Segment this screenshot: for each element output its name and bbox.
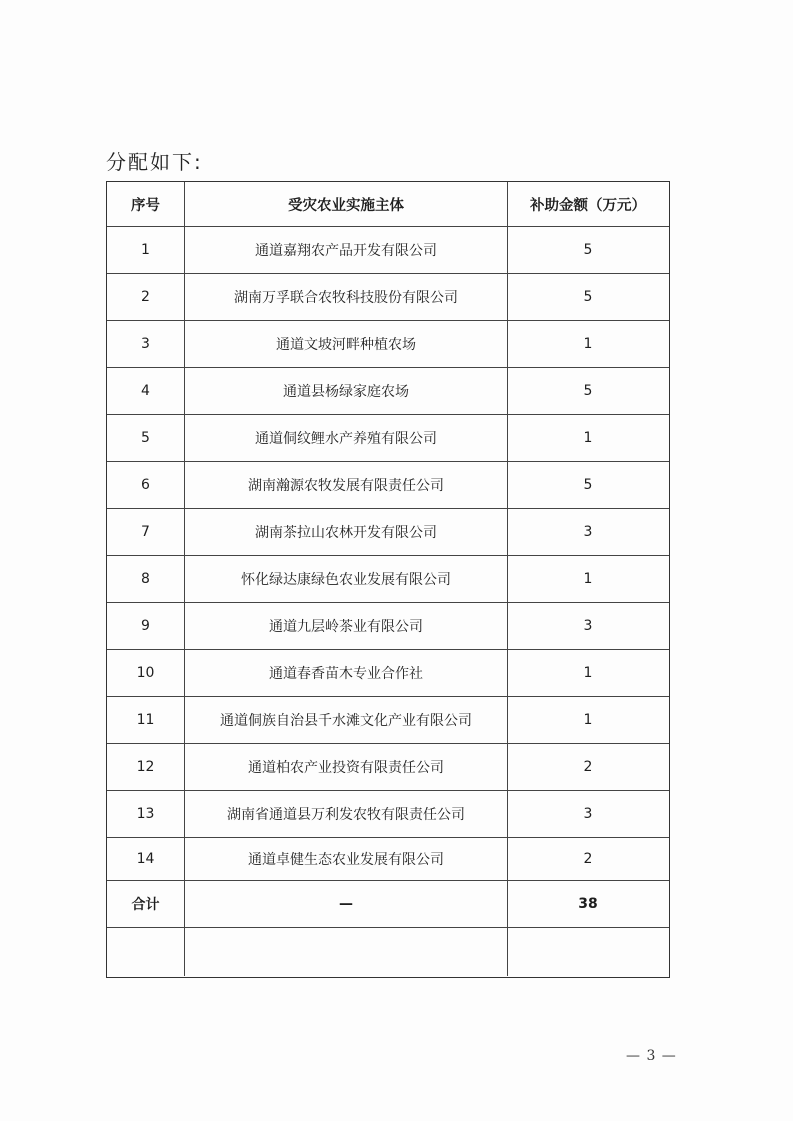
row-index: 14 (107, 838, 185, 880)
row-entity: 湖南省通道县万利发农牧有限责任公司 (185, 791, 508, 837)
row-index: 1 (107, 227, 185, 273)
subsidy-table (106, 181, 670, 978)
row-index: 9 (107, 603, 185, 649)
header-entity: 受灾农业实施主体 (185, 182, 508, 226)
table-row (107, 462, 669, 509)
empty-cell (185, 928, 508, 976)
table-row (107, 791, 669, 838)
row-index: 6 (107, 462, 185, 508)
table-row (107, 415, 669, 462)
table-empty-row (107, 928, 669, 976)
table-row (107, 227, 669, 274)
table-row (107, 838, 669, 881)
row-amount: 1 (583, 571, 593, 587)
row-index: 4 (107, 368, 185, 414)
empty-cell (508, 928, 668, 976)
table-row (107, 697, 669, 744)
row-entity: 通道文坡河畔种植农场 (185, 321, 508, 367)
row-entity: 通道柏农产业投资有限责任公司 (185, 744, 508, 790)
row-amount: 5 (583, 242, 593, 258)
row-index: 11 (107, 697, 185, 743)
row-amount: 5 (583, 289, 593, 305)
row-amount: 3 (583, 524, 593, 540)
header-index: 序号 (107, 182, 185, 226)
table-header-row (107, 182, 669, 227)
header-amount: 补助金额（万元） (530, 197, 646, 214)
table-row (107, 321, 669, 368)
page-number: — 3 — (626, 1048, 677, 1064)
row-entity: 怀化绿达康绿色农业发展有限公司 (185, 556, 508, 602)
table-row (107, 744, 669, 791)
row-amount: 3 (583, 806, 593, 822)
row-amount: 5 (583, 383, 593, 399)
total-entity-dash: — (185, 881, 508, 927)
table-row (107, 556, 669, 603)
table-row (107, 603, 669, 650)
table-row (107, 274, 669, 321)
row-entity: 湖南万孚联合农牧科技股份有限公司 (185, 274, 508, 320)
total-amount: 38 (578, 896, 598, 912)
row-index: 2 (107, 274, 185, 320)
table-total-row (107, 881, 669, 928)
row-entity: 湖南瀚源农牧发展有限责任公司 (185, 462, 508, 508)
row-entity: 通道侗族自治县千水滩文化产业有限公司 (185, 697, 508, 743)
row-index: 10 (107, 650, 185, 696)
row-entity: 湖南茶拉山农林开发有限公司 (185, 509, 508, 555)
intro-text: 分配如下: (106, 150, 203, 174)
row-index: 7 (107, 509, 185, 555)
row-entity: 通道卓健生态农业发展有限公司 (185, 838, 508, 880)
row-index: 5 (107, 415, 185, 461)
row-index: 3 (107, 321, 185, 367)
row-entity: 通道九层岭茶业有限公司 (185, 603, 508, 649)
row-amount: 1 (583, 430, 593, 446)
row-amount: 2 (583, 759, 593, 775)
empty-cell (107, 928, 185, 976)
row-index: 12 (107, 744, 185, 790)
row-amount: 1 (583, 712, 593, 728)
table-row (107, 368, 669, 415)
row-entity: 通道侗纹鲤水产养殖有限公司 (185, 415, 508, 461)
row-amount: 1 (583, 665, 593, 681)
row-entity: 通道春香苗木专业合作社 (185, 650, 508, 696)
total-label: 合计 (107, 881, 185, 927)
row-amount: 1 (583, 336, 593, 352)
table-row (107, 650, 669, 697)
row-amount: 2 (583, 851, 593, 867)
row-index: 13 (107, 791, 185, 837)
row-index: 8 (107, 556, 185, 602)
row-amount: 5 (583, 477, 593, 493)
row-entity: 通道县杨绿家庭农场 (185, 368, 508, 414)
row-amount: 3 (583, 618, 593, 634)
table-row (107, 509, 669, 556)
row-entity: 通道嘉翔农产品开发有限公司 (185, 227, 508, 273)
